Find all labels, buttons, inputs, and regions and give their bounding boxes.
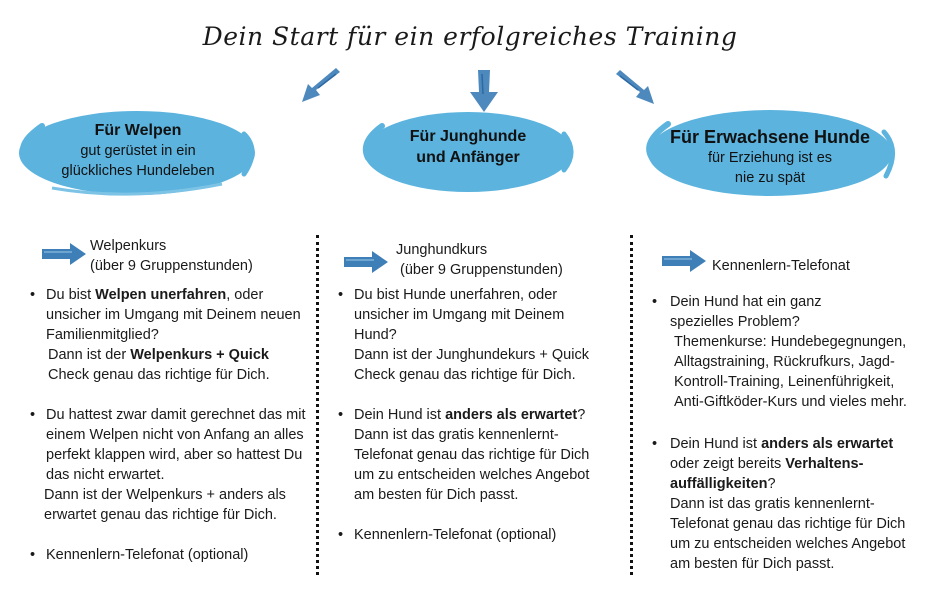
bullet-icon: •: [30, 407, 36, 423]
welpen-course-detail: (über 9 Gruppenstunden): [90, 258, 253, 274]
bullet-icon: •: [338, 287, 344, 303]
welpen-course-title: Welpenkurs: [90, 238, 167, 254]
erwachsene-course: [712, 256, 850, 276]
erwachsene-heading-group: [650, 126, 890, 188]
erwachsene-subheading-2: nie zu spät: [734, 170, 806, 186]
welpen-course: [90, 236, 253, 276]
bullet-icon: •: [338, 407, 344, 423]
list-item: • Du hattest zwar damit gerechnet das mit einem Welpen nicht von Anfang an alles perfekt klappen wird, aber so hattest Du das nicht erwartet. Dann ist der Welpenkurs + anders als erwartet genau das richtige für Dich.: [30, 407, 306, 523]
junghunde-heading-group: [368, 126, 568, 168]
junghunde-course-title: Junghundkurs: [396, 242, 488, 258]
bullet-icon: •: [652, 436, 658, 452]
bullet-icon: •: [338, 527, 344, 543]
erwachsene-column: [652, 292, 926, 574]
divider-right: [630, 235, 633, 575]
course-arrow-icon: [42, 243, 86, 265]
list-item: • Kennenlern-Telefonat (optional): [30, 547, 249, 563]
bullet-icon: •: [30, 287, 36, 303]
welpen-heading: Für Welpen: [94, 122, 182, 139]
welpen-column: [30, 285, 308, 565]
list-item: • Kennenlern-Telefonat (optional): [338, 527, 557, 543]
bullet-icon: •: [30, 547, 36, 563]
erwachsene-heading: Für Erwachsene Hunde: [669, 127, 871, 147]
list-item: • Dein Hund ist anders als erwartet oder zeigt bereits Verhaltens-auffälligkeiten? Dann ist das gratis kennenlernt-Telefonat genau das richtige für Dich um zu entscheiden welches Angebot am besten für Dich passt.: [652, 436, 906, 572]
arrow-down-left-icon: [296, 68, 344, 108]
course-arrow-icon: [344, 251, 388, 273]
junghunde-heading-1: Für Junghunde: [409, 128, 527, 145]
welpen-heading-group: [22, 121, 254, 181]
bullet-icon: •: [652, 294, 658, 310]
junghunde-heading-2: und Anfänger: [416, 149, 520, 166]
junghunde-course-detail: (über 9 Gruppenstunden): [400, 262, 563, 278]
erwachsene-subheading-1: für Erziehung ist es: [707, 150, 833, 166]
list-item: • Dein Hund hat ein ganz spezielles Problem? Themenkurse: Hundebegegnungen, Alltagstraining, Rückrufkurs, Jagd-Kontroll-Training, Leinenführigkeit, Anti-Giftköder-Kurs und vieles mehr.: [652, 294, 907, 410]
list-item: • Dein Hund ist anders als erwartet? Dann ist das gratis kennenlernt-Telefonat genau das richtige für Dich um zu entscheiden welches Angebot am besten für Dich passt.: [338, 407, 590, 503]
welpen-subheading-2: glückliches Hundeleben: [61, 163, 215, 179]
junghunde-course: [396, 240, 563, 280]
divider-left: [316, 235, 319, 575]
list-item: • Du bist Hunde unerfahren, oder unsicher im Umgang mit Deinem Hund? Dann ist der Junghundekurs + Quick Check genau das richtige für Dich.: [338, 287, 589, 383]
list-item: • Du bist Welpen unerfahren, oder unsicher im Umgang mit Deinem neuen Familienmitglied? Dann ist der Welpenkurs + Quick Check genau das richtige für Dich.: [30, 287, 301, 383]
page-title: Dein Start für ein erfolgreiches Training: [202, 22, 738, 51]
junghunde-column: [338, 285, 612, 545]
welpen-subheading-1: gut gerüstet in ein: [80, 143, 196, 159]
course-arrow-icon: [662, 250, 706, 272]
erwachsene-course-title: Kennenlern-Telefonat: [712, 258, 850, 274]
